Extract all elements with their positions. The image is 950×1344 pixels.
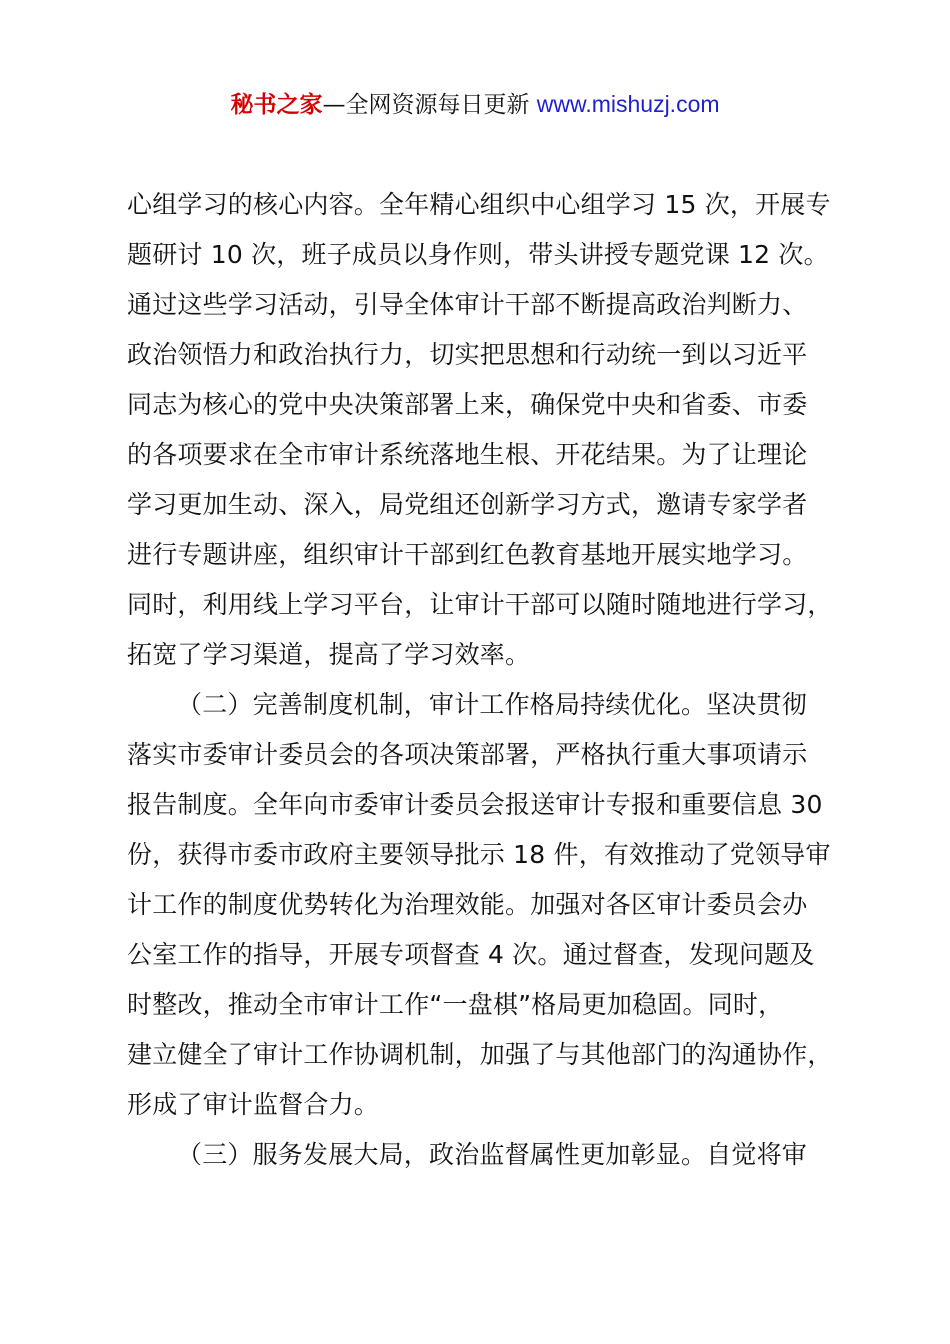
document-body [127, 180, 847, 1180]
website-link[interactable]: www.mishuzj.com [536, 91, 720, 117]
text-line: 进行专题讲座，组织审计干部到红色教育基地开展实地学习。 [127, 540, 808, 569]
page-header [0, 88, 950, 121]
text-line: 的各项要求在全市审计系统落地生根、开花结果。为了让理论 [127, 440, 808, 469]
text-line: 建立健全了审计工作协调机制，加强了与其他部门的沟通协作， [127, 1040, 833, 1069]
text-line: （二）完善制度机制，审计工作格局持续优化。坚决贯彻 [177, 690, 808, 719]
text-line: 通过这些学习活动，引导全体审计干部不断提高政治判断力、 [127, 290, 808, 319]
text-line: 报告制度。全年向市委审计委员会报送审计专报和重要信息 30 [127, 790, 823, 819]
text-line: 落实市委审计委员会的各项决策部署，严格执行重大事项请示 [127, 740, 808, 769]
text-line: 形成了审计监督合力。 [127, 1090, 380, 1119]
text-line: 心组学习的核心内容。全年精心组织中心组学习 15 次，开展专 [127, 190, 831, 219]
paragraph-1 [127, 180, 847, 680]
text-line: 拓宽了学习渠道，提高了学习效率。 [127, 640, 531, 669]
text-line: 份，获得市委市政府主要领导批示 18 件，有效推动了党领导审 [127, 840, 831, 869]
text-line: 学习更加生动、深入，局党组还创新学习方式，邀请专家学者 [127, 490, 808, 519]
paragraph-3 [127, 1130, 847, 1180]
text-line: 政治领悟力和政治执行力，切实把思想和行动统一到以习近平 [127, 340, 808, 369]
paragraph-2 [127, 680, 847, 1130]
header-tagline: —全网资源每日更新 [322, 92, 537, 118]
text-line: 题研讨 10 次，班子成员以身作则，带头讲授专题党课 12 次。 [127, 240, 829, 269]
text-line: 公室工作的指导，开展专项督查 4 次。通过督查，发现问题及 [127, 940, 815, 969]
text-line: 同时，利用线上学习平台，让审计干部可以随时随地进行学习， [127, 590, 833, 619]
text-line: （三）服务发展大局，政治监督属性更加彰显。自觉将审 [177, 1140, 808, 1169]
text-line: 计工作的制度优势转化为治理效能。加强对各区审计委员会办 [127, 890, 808, 919]
brand-name: 秘书之家 [230, 92, 323, 118]
text-line: 时整改，推动全市审计工作“一盘棋”格局更加稳固。同时， [127, 990, 784, 1019]
text-line: 同志为核心的党中央决策部署上来，确保党中央和省委、市委 [127, 390, 808, 419]
